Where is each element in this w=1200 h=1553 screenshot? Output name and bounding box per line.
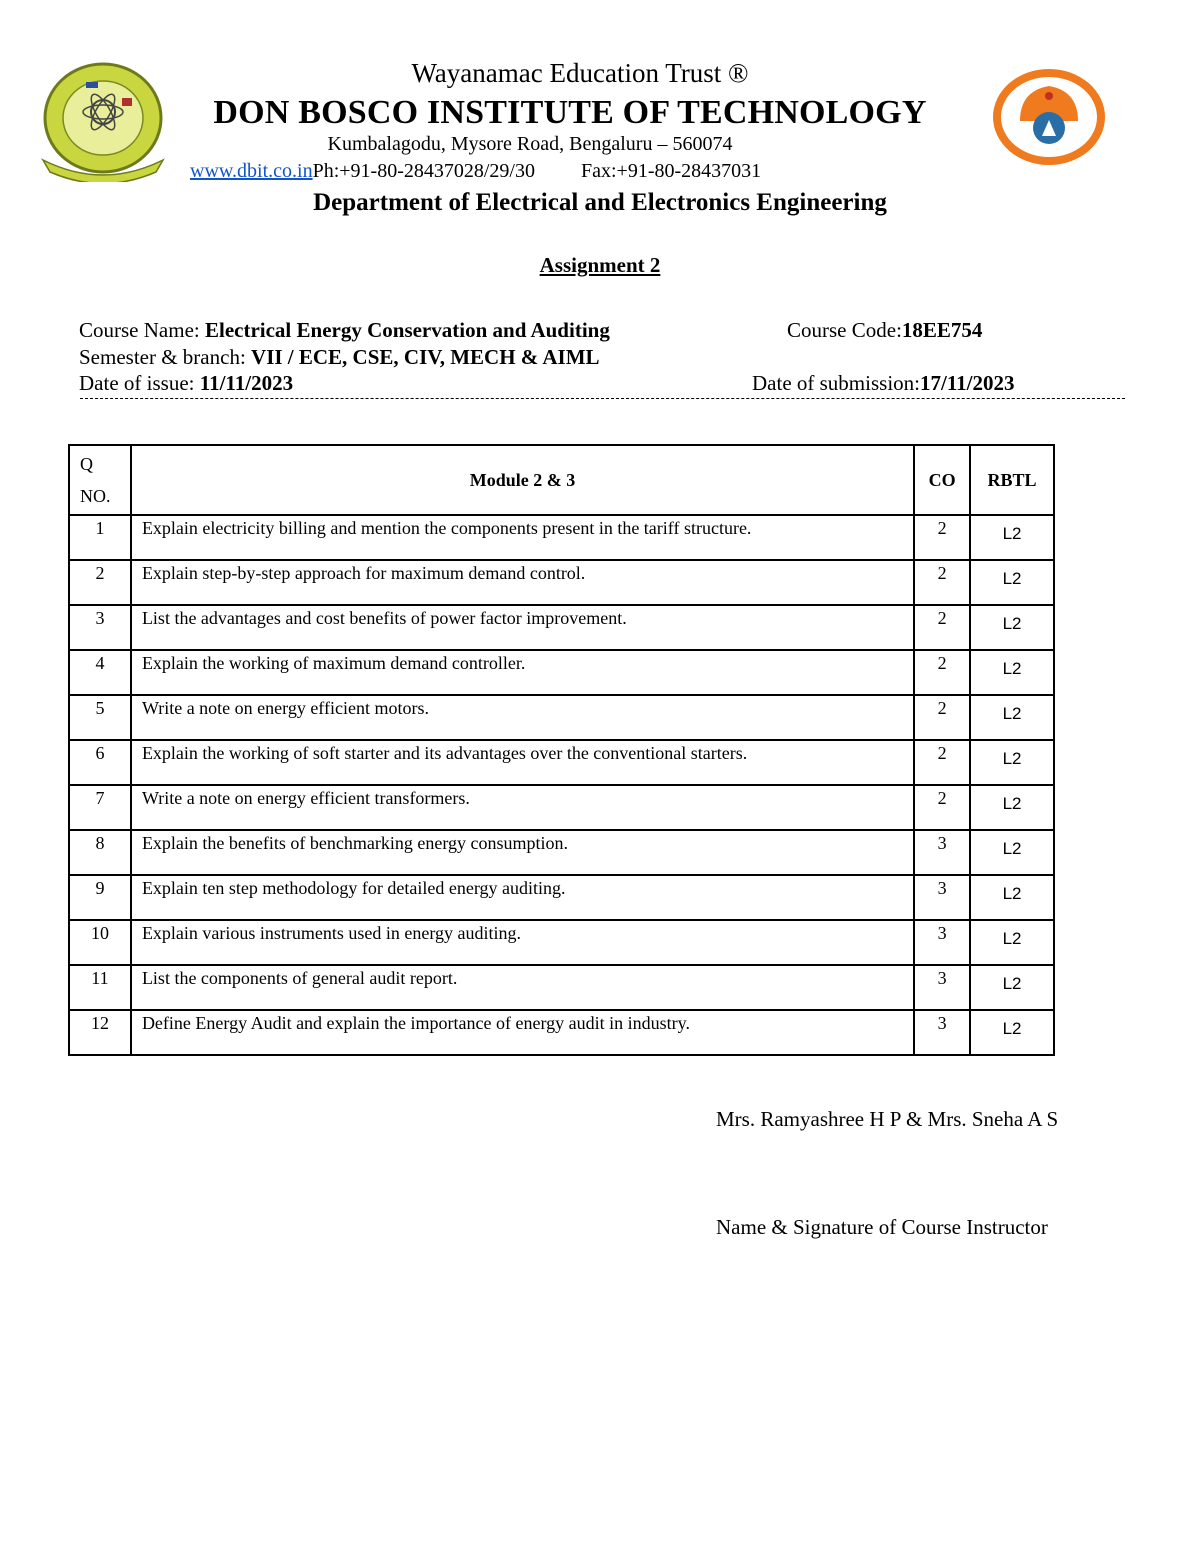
question-number: 12 xyxy=(69,1010,131,1055)
question-number: 1 xyxy=(69,515,131,560)
question-rbtl: L2 xyxy=(970,695,1054,740)
question-co: 2 xyxy=(914,515,970,560)
question-co: 2 xyxy=(914,560,970,605)
table-row xyxy=(69,1010,1054,1055)
table-row xyxy=(69,920,1054,965)
instructor-names: Mrs. Ramyashree H P & Mrs. Sneha A S xyxy=(716,1107,1059,1131)
table-row xyxy=(69,560,1054,605)
website-link[interactable]: www.dbit.co.in xyxy=(190,160,313,182)
assignment-title: Assignment 2 xyxy=(539,253,661,277)
table-row xyxy=(69,830,1054,875)
question-text: Explain electricity billing and mention the components present in the tariff structure. xyxy=(131,515,914,560)
course-name-line: Course Name: Electrical Energy Conservation and Auditing xyxy=(79,318,610,342)
question-text: Write a note on energy efficient transformers. xyxy=(131,785,914,830)
question-rbtl: L2 xyxy=(970,740,1054,785)
question-number: 11 xyxy=(69,965,131,1010)
dashed-divider xyxy=(80,398,1125,399)
course-name: Electrical Energy Conservation and Auditing xyxy=(204,318,610,342)
question-rbtl: L2 xyxy=(970,650,1054,695)
header-module: Module 2 & 3 xyxy=(131,445,914,515)
question-co: 3 xyxy=(914,920,970,965)
question-text: Explain the working of soft starter and its advantages over the conventional starters. xyxy=(131,740,914,785)
institute-name: DON BOSCO INSTITUTE OF TECHNOLOGY xyxy=(213,94,927,131)
course-code: 18EE754 xyxy=(901,318,983,342)
signature-label: Name & Signature of Course Instructor xyxy=(716,1215,1048,1239)
header-qno: Q NO. xyxy=(69,445,131,515)
question-text: Explain the working of maximum demand controller. xyxy=(131,650,914,695)
question-text: Explain various instruments used in energy auditing. xyxy=(131,920,914,965)
question-co: 3 xyxy=(914,830,970,875)
issue-date-line: Date of issue: 11/11/2023 xyxy=(79,371,294,395)
submission-date-line: Date of submission:17/11/2023 xyxy=(752,371,1015,395)
question-number: 8 xyxy=(69,830,131,875)
question-co: 2 xyxy=(914,740,970,785)
question-co: 3 xyxy=(914,875,970,920)
question-co: 3 xyxy=(914,1010,970,1055)
contact-line xyxy=(190,160,761,183)
question-number: 4 xyxy=(69,650,131,695)
question-co: 2 xyxy=(914,785,970,830)
question-text: Explain ten step methodology for detailed energy auditing. xyxy=(131,875,914,920)
institute-logo xyxy=(38,60,168,182)
question-rbtl: L2 xyxy=(970,1010,1054,1055)
table-row xyxy=(69,650,1054,695)
question-rbtl: L2 xyxy=(970,965,1054,1010)
question-text: List the advantages and cost benefits of power factor improvement. xyxy=(131,605,914,650)
questions-table xyxy=(68,444,1055,1056)
table-row xyxy=(69,515,1054,560)
issue-date: 11/11/2023 xyxy=(199,371,294,395)
question-number: 7 xyxy=(69,785,131,830)
question-co: 2 xyxy=(914,605,970,650)
question-rbtl: L2 xyxy=(970,515,1054,560)
question-number: 3 xyxy=(69,605,131,650)
question-text: List the components of general audit report. xyxy=(131,965,914,1010)
question-number: 10 xyxy=(69,920,131,965)
submission-date: 17/11/2023 xyxy=(920,371,1015,395)
table-header-row xyxy=(69,445,1054,515)
trust-name: Wayanamac Education Trust ® xyxy=(411,58,749,88)
table-row xyxy=(69,605,1054,650)
table-row xyxy=(69,965,1054,1010)
question-rbtl: L2 xyxy=(970,875,1054,920)
header-co: CO xyxy=(914,445,970,515)
course-code-line: Course Code:18EE754 xyxy=(787,318,983,342)
phone-number: Ph:+91-80-28437028/29/30 xyxy=(312,160,535,182)
institute-address: Kumbalagodu, Mysore Road, Bengaluru – 560074 xyxy=(327,133,733,155)
question-co: 3 xyxy=(914,965,970,1010)
question-text: Explain step-by-step approach for maximum demand control. xyxy=(131,560,914,605)
department-name: Department of Electrical and Electronics Engineering xyxy=(313,189,887,216)
question-text: Define Energy Audit and explain the importance of energy audit in industry. xyxy=(131,1010,914,1055)
semester-line: Semester & branch: VII / ECE, CSE, CIV, MECH & AIML xyxy=(79,345,600,369)
header-rbtl: RBTL xyxy=(970,445,1054,515)
question-number: 9 xyxy=(69,875,131,920)
question-number: 2 xyxy=(69,560,131,605)
table-row xyxy=(69,695,1054,740)
question-text: Explain the benefits of benchmarking energy consumption. xyxy=(131,830,914,875)
question-rbtl: L2 xyxy=(970,830,1054,875)
trust-logo xyxy=(990,66,1108,168)
question-number: 5 xyxy=(69,695,131,740)
question-rbtl: L2 xyxy=(970,785,1054,830)
question-number: 6 xyxy=(69,740,131,785)
question-text: Write a note on energy efficient motors. xyxy=(131,695,914,740)
question-rbtl: L2 xyxy=(970,560,1054,605)
question-rbtl: L2 xyxy=(970,605,1054,650)
table-row xyxy=(69,875,1054,920)
table-row xyxy=(69,785,1054,830)
semester-branch: VII / ECE, CSE, CIV, MECH & AIML xyxy=(251,345,600,369)
question-co: 2 xyxy=(914,650,970,695)
question-co: 2 xyxy=(914,695,970,740)
question-rbtl: L2 xyxy=(970,920,1054,965)
table-row xyxy=(69,740,1054,785)
fax-number: Fax:+91-80-28437031 xyxy=(580,160,762,182)
